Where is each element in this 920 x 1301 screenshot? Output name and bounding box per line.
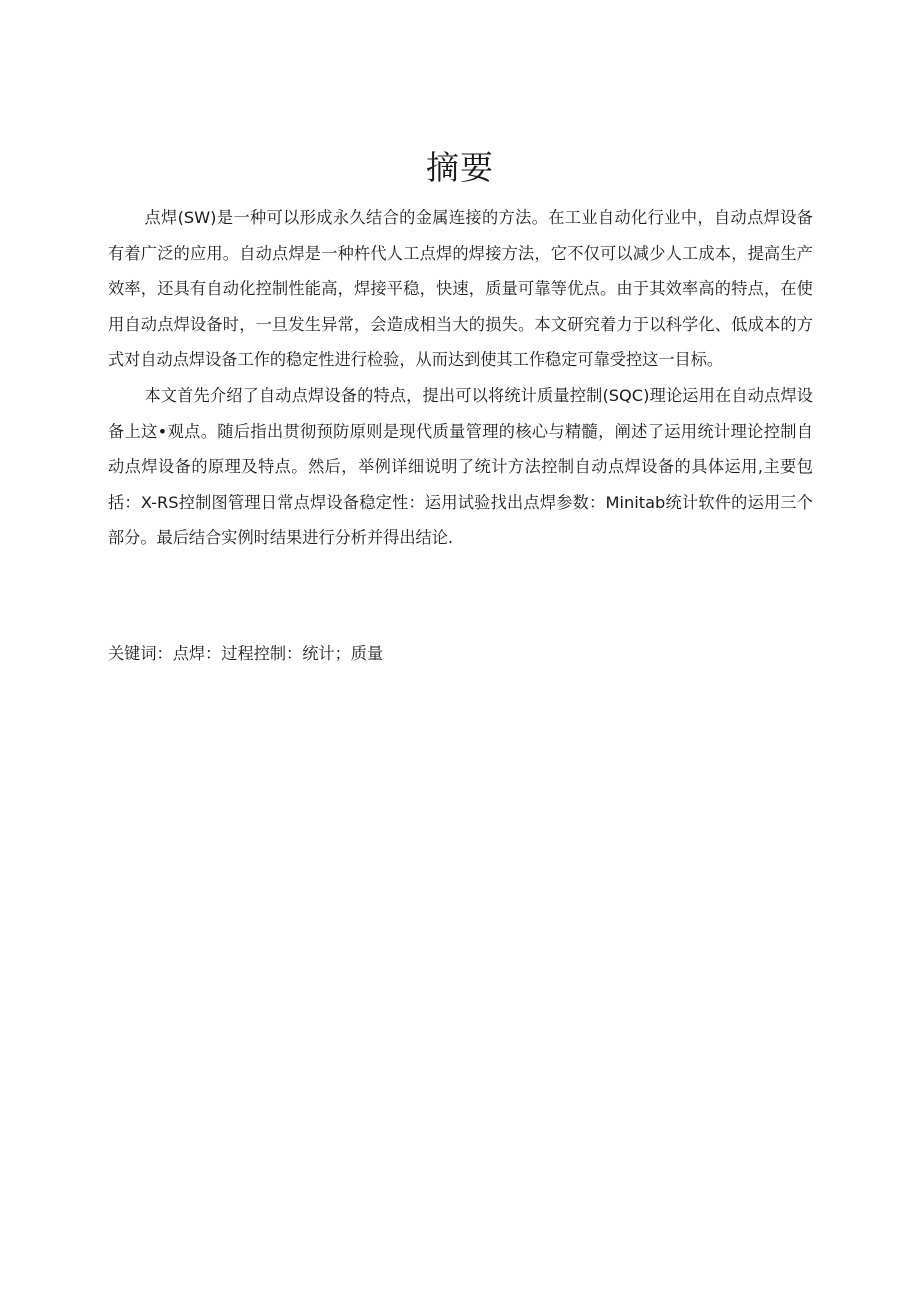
keywords-line: 关键词：点焊：过程控制：统计；质量	[108, 644, 384, 663]
abstract-paragraph-2: 本文首先介绍了自动点焊设备的特点，提出可以将统计质量控制(SQC)理论运用在自动点焊设备上这•观点。随后指出贯彻预防原则是现代质量管理的核心与精髓，阐述了运用统计理论控制自动点焊设备的原理及特点。然后，举例详细说明了统计方法控制自动点焊设备的具体运用,主要包括：X-RS控制图管理日常点焊设备稳定性：运用试验找出点焊参数：Minitab统计软件的运用三个部分。最后结合实例时结果进行分析并得出结论.	[108, 385, 813, 548]
abstract-body	[108, 200, 813, 556]
page-title: 摘要	[426, 148, 494, 187]
abstract-paragraph-1: 点焊(SW)是一种可以形成永久结合的金属连接的方法。在工业自动化行业中，自动点焊设备有着广泛的应用。自动点焊是一种杵代人工点焊的焊接方法，它不仅可以减少人工成本，提高生产效率，还具有自动化控制性能高，焊接平稳，快速，质量可靠等优点。由于其效率高的特点，在使用自动点焊设备时，一旦发生异常，会造成相当大的损失。本文研究着力于以科学化、低成本的方式对自动点焊设备工作的稳定性进行检验，从而达到使其工作稳定可靠受控这一目标。	[108, 208, 813, 370]
